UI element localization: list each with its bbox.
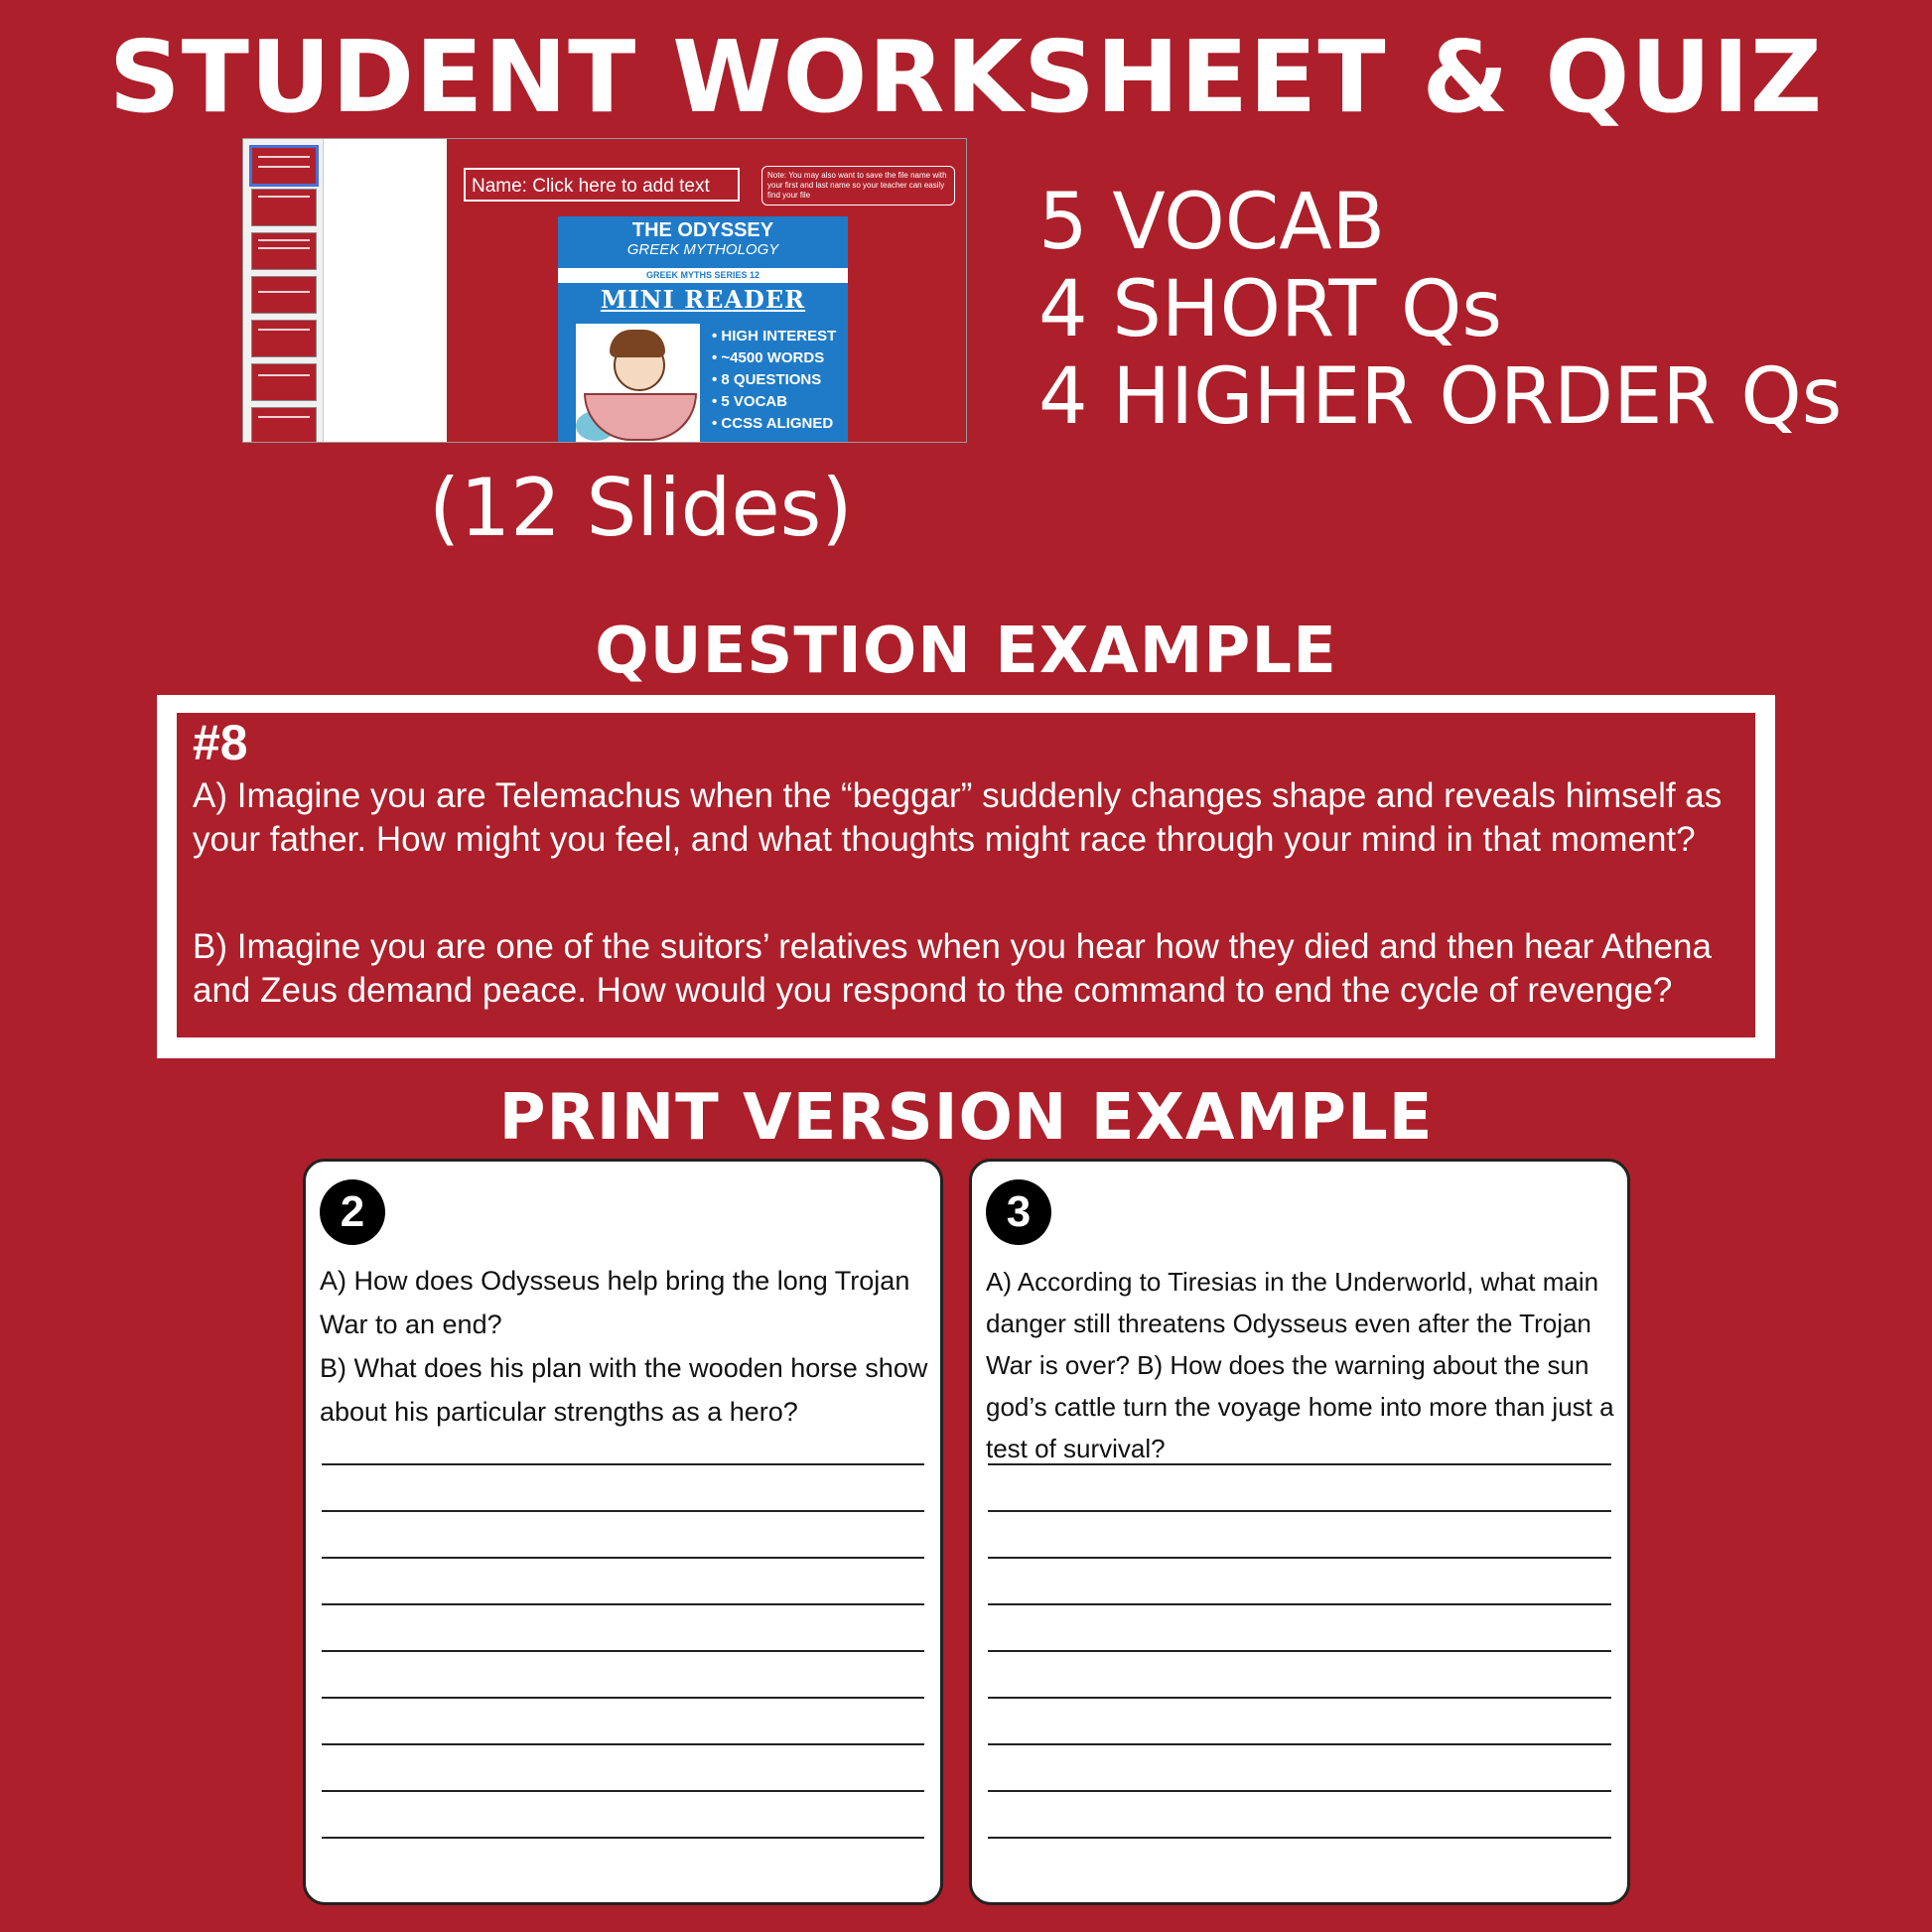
answer-line[interactable] <box>988 1510 1611 1512</box>
feature-higher-order-questions: 4 HIGHER ORDER Qs <box>1038 352 1843 442</box>
answer-line[interactable] <box>322 1650 924 1652</box>
slide-thumbnail[interactable] <box>249 145 319 187</box>
slide-thumbnail[interactable] <box>251 276 317 314</box>
answer-line[interactable] <box>322 1837 924 1839</box>
answer-line[interactable] <box>322 1790 924 1792</box>
print-card <box>969 1159 1630 1905</box>
cover-series: GREEK MYTHS SERIES 12 <box>645 270 760 280</box>
answer-line[interactable] <box>988 1697 1611 1699</box>
character-hair-icon <box>610 330 665 357</box>
slide-thumbnail[interactable] <box>251 407 317 443</box>
cover-band-label: MINI READER <box>600 285 806 314</box>
slide-canvas <box>447 139 966 442</box>
print-example-heading: PRINT VERSION EXAMPLE <box>498 1081 1434 1155</box>
cover-bullet: • HIGH INTEREST <box>712 328 837 345</box>
answer-line[interactable] <box>988 1837 1611 1839</box>
question-part-b: B) Imagine you are one of the suitors’ relatives when you hear how they died and then hear Athena and Zeus demand peace. How would you respond to the command to end the cycle of revenge? <box>193 927 1712 1010</box>
page-title: STUDENT WORKSHEET & QUIZ <box>108 19 1824 135</box>
answer-line[interactable] <box>322 1743 924 1745</box>
slide-thumbnail[interactable] <box>251 232 317 270</box>
cover-subtitle: GREEK MYTHOLOGY <box>626 241 779 258</box>
note-box: Note: You may also want to save the file name with your first and last name so your teacher can easily find your file <box>761 166 955 206</box>
feature-short-questions: 4 SHORT Qs <box>1038 265 1502 354</box>
answer-line[interactable] <box>988 1650 1611 1652</box>
cover-bullet: • CCSS ALIGNED <box>712 415 834 432</box>
slide-thumbnail[interactable] <box>251 320 317 357</box>
answer-line[interactable] <box>322 1697 924 1699</box>
name-text-field[interactable]: Name: Click here to add text <box>464 168 740 202</box>
slides-preview <box>242 138 967 443</box>
cover-bullet: • 8 QUESTIONS <box>712 371 822 388</box>
cover-bullet-list <box>712 326 851 435</box>
answer-line[interactable] <box>988 1743 1611 1745</box>
feature-vocab: 5 VOCAB <box>1038 178 1386 267</box>
answer-line[interactable] <box>322 1603 924 1605</box>
slide-count: (12 Slides) <box>429 462 853 554</box>
cover-title: THE ODYSSEY <box>631 219 774 241</box>
print-question-part-b: B) What does his plan with the wooden horse show about his particular strengths as a hero? <box>320 1353 928 1427</box>
answer-line[interactable] <box>322 1463 924 1465</box>
question-number-badge: 3 <box>986 1179 1051 1245</box>
question-number: #8 <box>193 715 248 770</box>
cover-illustration <box>576 324 700 442</box>
book-cover <box>558 216 848 442</box>
answer-line[interactable] <box>322 1510 924 1512</box>
cover-bullet: • ~4500 WORDS <box>712 349 825 366</box>
slide-thumbnail[interactable] <box>251 189 317 226</box>
answer-line[interactable] <box>988 1557 1611 1559</box>
cover-bullet: • 5 VOCAB <box>712 393 788 410</box>
slide-thumbnail-panel[interactable] <box>243 139 324 442</box>
print-question-part-a: A) How does Odysseus help bring the long Trojan War to an end? <box>320 1266 910 1339</box>
answer-line[interactable] <box>988 1463 1611 1465</box>
question-number-badge: 2 <box>320 1179 385 1245</box>
answer-line[interactable] <box>988 1603 1611 1605</box>
answer-line[interactable] <box>322 1557 924 1559</box>
print-question-text: A) According to Tiresias in the Underworld, what main danger still threatens Odysseus even after the Trojan War is over? B) How does the warning about the sun god’s cattle turn the voyage home into more than just a test of survival? <box>986 1267 1614 1463</box>
question-part-a: A) Imagine you are Telemachus when the “beggar” suddenly changes shape and reveals himself as your father. How might you feel, and what thoughts might race through your mind in that moment? <box>193 776 1723 859</box>
answer-line[interactable] <box>988 1790 1611 1792</box>
question-example-box <box>177 713 1755 1037</box>
editor-margin <box>324 139 433 442</box>
slide-thumbnail[interactable] <box>251 363 317 401</box>
print-card <box>303 1159 943 1905</box>
question-example-heading: QUESTION EXAMPLE <box>595 615 1337 688</box>
